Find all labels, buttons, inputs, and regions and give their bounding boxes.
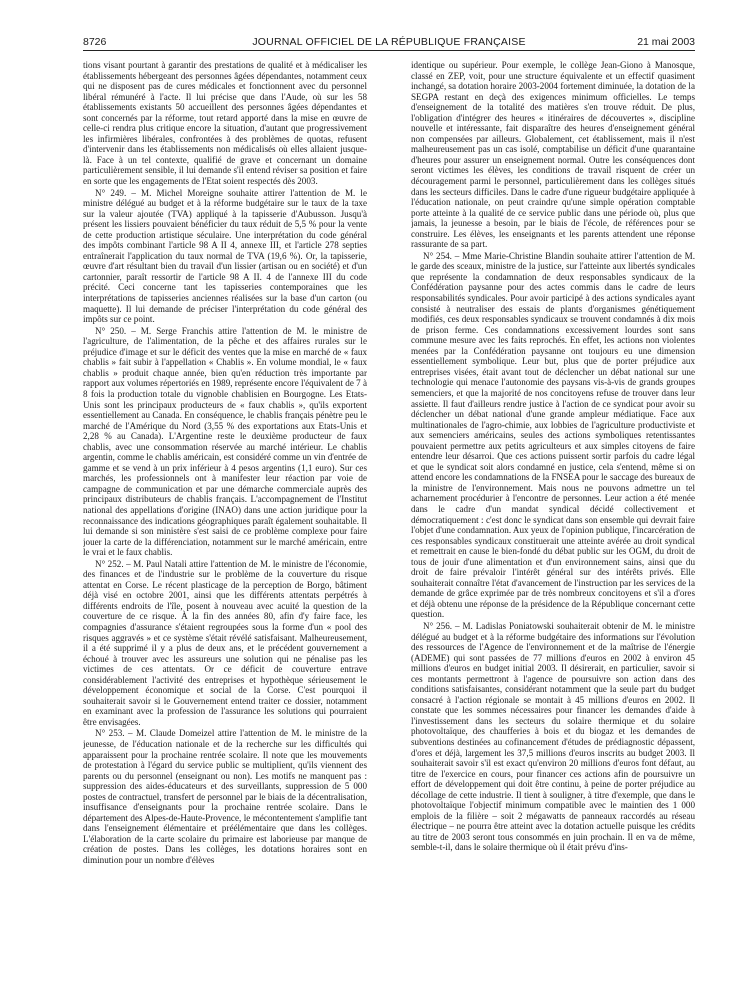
- publication-date: 21 mai 2003: [637, 36, 695, 48]
- question-249: N° 249. – M. Michel Moreigne souhaite attirer l'attention de M. le ministre délégué au budget et à la réforme budgétaire sur le taux de la taxe sur la valeur ajoutée (TVA) appliqué à la tapisserie d'Aubusson. Jusqu'à présent les lissiers pouvaient bénéficier du taux réduit de 5,5 % pour la vente de cette production artistique séculaire. Une interprétation du code général des impôts combinant l'article 98 A II 4, annexe III, et l'article 278 septies entraînerait l'application du taux normal de TVA (19,6 %). Or, la tapisserie, œuvre d'art résultant bien du travail d'un lissier (artisan ou en société) et d'un cartonnier, paraît ressortir de l'article 98 A II. 4 de l'annexe III du code précité. Ceci concerne tant les tapisseries contemporaines que les interprétations de tapisseries anciennes réalisées sur la base d'un carton (ou maquette). Il lui demande de préciser l'interprétation du code général des impôts sur ce point.: [83, 187, 367, 325]
- question-254: N° 254. – Mme Marie-Christine Blandin souhaite attirer l'attention de M. le garde des sceaux, ministre de la justice, sur l'atteinte aux libertés syndicales que représente la condamnation de deux responsables syndicaux de la Confédération paysanne pour des actes commis dans le cadre de leurs responsabilités syndicales. Pour avoir participé à des actions syndicales ayant consisté à neutraliser des essais de plants d'organismes génétiquement modifiés, ces deux responsables syndicaux se trouvent condamnés à dix mois de prison ferme. Ces condamnations excessivement lourdes sont sans commune mesure avec les faits reprochés. En effet, les actions non violentes menées par la Confédération paysanne ont toujours eu une dimension essentiellement symbolique. Leur but, plus que de porter préjudice aux entreprises visées, était avant tout de déclencher un débat national sur une technologie qui menace l'autonomie des paysans vis-à-vis de grands groupes semenciers, et que la majorité de nos concitoyens refuse de trouver dans leur assiette. Il faut d'ailleurs rendre justice à l'action de ce syndicat pour avoir su déclencher un débat national d'une grande ampleur médiatique. Face aux multinationales de l'agro-chimie, aux lobbies de l'agriculture productiviste et aux semenciers américains, seules des actions symboliques retentissantes pouvaient permettre aux petits agriculteurs et aux simples citoyens de faire entendre leur désarroi. Que ces actions puissent sortir parfois du cadre légal et que le syndicat soit alors condamné en justice, cela s'entend, même si on attend encore les condamnations de la FNSEA pour le saccage des bureaux de la ministre de l'environnement. Mais nous ne pouvons admettre un tel acharnement procédurier à l'encontre de personnes. Leur action a été menée dans le cadre d'un mandat syndical décidé collectivement et démocratiquement : c'est donc le syndicat dans son ensemble qui devrait faire l'objet d'une condamnation. Aux yeux de l'opinion publique, l'incarcération de ces responsables syndicaux constituerait une atteinte avérée au droit syndical et remettrait en cause le bien-fondé du débat public sur les OGM, du droit de tous de jouir d'une alimentation et d'un environnement sains, ainsi que du droit de faire prévaloir l'intérêt général sur des intérêts privés. Elle souhaiterait connaître l'état d'avancement de l'instruction par les services de la demande de grâce exprimée par de très nombreux concitoyens et s'il a d'ores et déjà obtenu une réponse de la présidence de la République concernant cette question.: [411, 250, 695, 620]
- question-253: N° 253. – M. Claude Domeizel attire l'attention de M. le ministre de la jeunesse, de l'éducation nationale et de la recherche sur les difficultés qui apparaissent pour la prochaine rentrée scolaire. Il note que les mouvements de protestation à l'égard du service public se multiplient, qu'ils viennent des parents ou du personnel (enseignant ou non). Les motifs ne manquent pas : suppression des aides-éducateurs et des surveillants, suppression de 5 000 postes de contractuel, transfert de personnel par le biais de la décentralisation, insuffisance d'enseignants pour la prochaine rentrée scolaire. Dans le département des Alpes-de-Haute-Provence, le mécontentement s'amplifie tant dans l'enseignement élémentaire et préélémentaire que dans les collèges. L'élaboration de la carte scolaire du primaire est laborieuse par manque de création de postes. Dans les collèges, les dotations horaires sont en diminution pour un nombre d'élèves: [83, 728, 367, 866]
- journal-title: JOURNAL OFFICIEL DE LA RÉPUBLIQUE FRANÇAISE: [252, 36, 526, 48]
- paragraph: identique ou supérieur. Pour exemple, le collège Jean-Giono à Manosque, classé en ZEP, voit, pour une structure équivalente et un effectif quasiment inchangé, sa dotation horaire 2003-2004 fortement diminuée, la dotation de la SEGPA restant en deçà des exigences minimum officielles. Le temps d'enseignement de la totalité des matières s'en trouve réduit. De plus, l'obligation d'intégrer des heures « itinéraires de découvertes », discipline nouvelle et intéressante, fait disparaître des heures d'enseignement général non compensées par ailleurs. Globalement, cet établissement, mais il n'est malheureusement pas un cas isolé, comptabilise un déficit d'une quarantaine d'heures pour assurer un enseignement normal. Outre les conséquences dont seront victimes les élèves, les conditions de travail risquent de créer un découragement parmi le personnel, particulièrement dans les collèges situés dans les secteurs difficiles. Dans le cadre d'une rigueur budgétaire appliquée à l'éducation nationale, on peut craindre qu'une simple opération comptable porte atteinte à la qualité de ce service public dans une période où, plus que jamais, la jeunesse a besoin, par le biais de l'école, de références pour se construire. Les élèves, les enseignants et les parents attendent une réponse rassurante de sa part.: [411, 60, 695, 250]
- paragraph: tions visant pourtant à garantir des prestations de qualité et à médicaliser les établissements hébergeant des personnes âgées dépendantes, notamment ceux qui ne disposent pas de cures médicales et fonctionnent avec du personnel libéral rémunéré à l'acte. Il lui précise que dans l'Aude, où sur les 58 établissements existants 50 accueillent des personnes âgées dépendantes et sont concernés par la réforme, tout retard apporté dans la mise en œuvre de celle-ci rendra plus critique encore la situation, d'autant que progressivement les infirmières libérales, confrontées à des problèmes de quotas, refusent d'intervenir dans les établissements non médicalisés où elles allaient jusque-là. Face à un tel contexte, qualifié de grave et concernant un domaine particulièrement sensible, il lui demande s'il entend réviser sa position et faire en sorte que les engagements de l'Etat soient respectés dès 2003.: [83, 60, 367, 187]
- question-252: N° 252. – M. Paul Natali attire l'attention de M. le ministre de l'économie, des finances et de l'industrie sur le problème de la couverture du risque attentat en Corse. Le récent plasticage de la perception de Borgo, bâtiment déjà visé en octobre 2001, ainsi que les différents attentats perpétrés à différents endroits de l'île, posent à nouveau avec acuité la question de la couverture de ce risque. À la fin des années 80, afin d'y faire face, les compagnies d'assurance s'étaient regroupées sous la forme d'un « pool des risques aggravés » et ce système s'était révélé satisfaisant. Malheureusement, il a été supprimé il y a plus de deux ans, et le précédent gouvernement a échoué à trouver avec les assureurs une solution qui ne pénalise pas les victimes de ces attentats. Or ce déficit de couverture entrave considérablement l'activité des entreprises et hypothèque sérieusement le développement économique et social de la Corse. C'est pourquoi il souhaiterait savoir si le Gouvernement entend traiter ce dossier, notamment en examinant avec la profession de l'assurance les solutions qui pourraient être envisagées.: [83, 558, 367, 727]
- left-column: [83, 60, 367, 982]
- question-256: N° 256. – M. Ladislas Poniatowski souhaiterait obtenir de M. le ministre délégué au budget et à la réforme budgétaire des informations sur l'évolution des ressources de l'Agence de l'environnement et de la maîtrise de l'énergie (ADEME) qui sont passées de 77 millions d'euros en 2002 à environ 45 millions d'euros en budget initial 2003. Il désirerait, en particulier, savoir si ces montants permettront à l'agence de poursuivre son action dans des conditions satisfaisantes, considérant notamment que la seule part du budget consacré à l'action régionale se montait à 45 millions d'euros en 2002. Il constate que les sommes nécessaires pour financer les demandes d'aide à l'investissement dans les secteurs du solaire thermique et du solaire photovoltaïque, des chaufferies à bois et du biogaz et les demandes de subventions destinées au cofinancement d'études de prédiagnostic dépassent, d'ores et déjà, largement les 37,5 millions d'euros inscrits au budget 2003. Il souhaiterait savoir s'il est exact qu'environ 20 millions d'euros font défaut, au titre de l'exercice en cours, pour financer ces actions afin de poursuivre un effort de développement qui doit être continu, à peine de porter préjudice au décollage de cette industrie. Il tient à souligner, à titre d'exemple, que dans le photovoltaïque l'objectif minimum compatible avec le maintien des 1 000 emplois de la filière – soit 2 mégawatts de panneaux raccordés au réseau électrique – ne pourra être atteint avec la dotation actuelle puisque les crédits au titre de 2003 seront tous consommés en juin prochain. Il en va de même, semble-t-il, dans le solaire thermique où il était prévu d'ins-: [411, 620, 695, 853]
- header-rule: [83, 50, 695, 51]
- question-250: N° 250. – M. Serge Franchis attire l'attention de M. le ministre de l'agriculture, de l'alimentation, de la pêche et des affaires rurales sur le préjudice d'image et sur le déficit des ventes que la mise en marché de « faux chablis » fait subir à l'appellation « Chablis ». En volume mondial, le « faux chablis » produit chaque année, bien qu'en réduction très importante par rapport aux volumes répertoriés en 1989, représente encore l'équivalent de 7 à 8 fois la production totale du vignoble chablisien en Bourgogne. Les Etats-Unis sont les principaux producteurs de « faux chablis », qu'ils exportent essentiellement au Canada. En conséquence, le chablis français pénètre peu le marché de l'Amérique du Nord (3,55 % des exportations aux Etats-Unis et 2,28 % au Canada). L'Argentine reste le deuxième producteur de faux chablis, avec une consommation réservée au marché intérieur. Le chablis argentin, comme le chablis américain, est considéré comme un vin d'entrée de gamme et se vend à un prix inférieur à 4 pesos argentins (1,1 euro). Sur ces marchés, les professionnels ont à manifester leur réaction par voie de campagne de communication et par une démarche commerciale auprès des principaux distributeurs de chablis français. L'accompagnement de l'Institut national des appellations d'origine (INAO) dans une action juridique pour la reconnaissance des indications géographiques paraît également souhaitable. Il lui demande si son ministère s'est saisi de ce problème complexe pour faire jouer la carte de la différenciation, notamment sur le marché américain, entre le vrai et le faux chablis.: [83, 325, 367, 558]
- right-column: [411, 60, 695, 982]
- page-header: [83, 33, 695, 51]
- page-number: 8726: [83, 36, 107, 48]
